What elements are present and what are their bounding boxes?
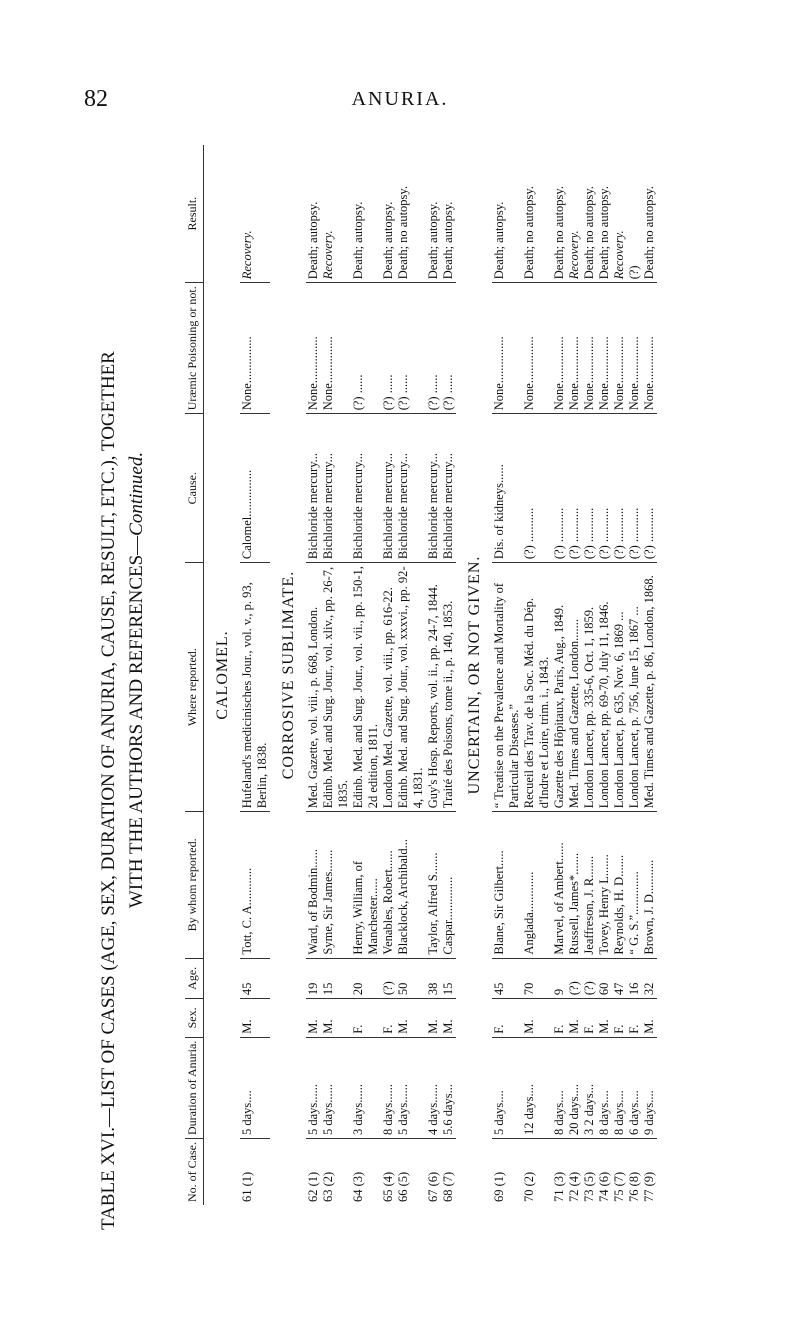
cell-who: Jeaffreson, J. R....... [582, 812, 597, 958]
header-who: By whom reported. [185, 812, 204, 958]
cell-cause: (?) ........... [642, 414, 657, 563]
cell-where: Gazette des Hôpitaux, Paris, Aug., 1849. [552, 563, 567, 812]
cell-sex: M. [597, 999, 612, 1038]
header-where: Where reported. [185, 563, 204, 812]
section-title: CALOMEL. [214, 630, 231, 720]
cell-no: 67 (6) [426, 1171, 440, 1202]
table-row [567, 145, 582, 1205]
table-row [522, 145, 552, 1205]
cell-dur: 5.6 days... [441, 1037, 456, 1138]
section-heading-row [270, 145, 306, 1205]
cell-cause: (?) ........... [612, 414, 627, 563]
continued-label: Continued. [126, 451, 147, 536]
cell-sex: F. [612, 999, 627, 1038]
table-row [627, 145, 642, 1205]
cell-dur: 8 days.... [597, 1037, 612, 1138]
header-row [185, 145, 204, 1205]
cell-who: Brown, J. D........... [642, 812, 657, 958]
cell-cause: Bichloride mercury... [351, 414, 381, 563]
cell-cause: Bichloride mercury... [396, 414, 426, 563]
cell-ur: None............... [627, 283, 642, 414]
cell-ur: None............... [492, 283, 522, 414]
cell-dur: 5 days...... [321, 1037, 351, 1138]
cell-no: 63 (2) [321, 1171, 335, 1202]
table-row [306, 145, 321, 1205]
cell-ur: (?) ...... [381, 283, 396, 414]
cell-no: 70 (2) [522, 1171, 536, 1202]
cell-cause: Calomel............... [240, 414, 270, 563]
cell-dur: 5 days.... [240, 1037, 270, 1138]
cell-ur: None............... [306, 283, 321, 414]
table-row [321, 145, 351, 1205]
rotated-table-stage [95, 130, 725, 1230]
cell-sex: M. [441, 999, 456, 1038]
cell-no: 75 (7) [612, 1171, 626, 1202]
cell-where: Traité des Poisons, tome ii., p. 140, 1853. [441, 563, 456, 812]
cell-cause: (?) ........... [567, 414, 582, 563]
cell-who: Syme, Sir James....... [321, 812, 351, 958]
cell-no: 68 (7) [441, 1171, 455, 1202]
table-row [426, 145, 441, 1205]
cell-cause: Bichloride mercury... [306, 414, 321, 563]
cell-ur: None............... [321, 283, 351, 414]
cell-who: Blacklock, Archibald... [396, 812, 426, 958]
cell-cause: Bichloride mercury... [381, 414, 396, 563]
header-cause: Cause. [185, 414, 204, 563]
table-row [612, 145, 627, 1205]
cell-sex: M. [426, 999, 441, 1038]
cell-where: Med. Times and Gazette, London....... [567, 563, 582, 812]
cell-age: 50 [396, 958, 426, 999]
cell-where: London Lancet, p. 635, Nov. 6, 1869 ... [612, 563, 627, 812]
cell-no: 72 (4) [567, 1171, 581, 1202]
table-row [396, 145, 426, 1205]
cell-where: Edinb. Med. and Surg. Jour., vol. xliv., pp. 26-7, 1835. [321, 563, 351, 812]
cell-age: 45 [240, 958, 270, 999]
cell-dur: 5 days...... [306, 1037, 321, 1138]
cell-cause: Bichloride mercury... [426, 414, 441, 563]
cell-where: London Med. Gazette, vol. viii., pp. 616-22. [381, 563, 396, 812]
header-sex: Sex. [185, 999, 204, 1038]
cell-cause: (?) ........... [522, 414, 552, 563]
cell-ur: None............... [642, 283, 657, 414]
cell-cause: Bichloride mercury... [321, 414, 351, 563]
cell-dur: 3 days...... [351, 1037, 381, 1138]
table-title [95, 130, 151, 1230]
cell-dur: 9 days.... [642, 1037, 657, 1138]
cell-ur: None............... [522, 283, 552, 414]
cell-who: Henry, William, of Manchester...... [351, 812, 381, 958]
cell-res: Recovery. [321, 145, 351, 283]
cell-sex: M. [396, 999, 426, 1038]
cell-no: 73 (5) [582, 1171, 596, 1202]
cell-ur: None............... [612, 283, 627, 414]
cell-age: (?) [381, 958, 396, 999]
cell-res: Recovery. [567, 145, 582, 283]
header-no: No. of Case. [185, 1139, 204, 1206]
running-head: ANURIA. [351, 88, 449, 110]
cell-sex: F. [381, 999, 396, 1038]
cell-who: Marvel, of Ambert...... [552, 812, 567, 958]
cell-who: Blane, Sir Gilbert..... [492, 812, 522, 958]
cell-sex: M. [522, 999, 552, 1038]
cell-res: Death; no autopsy. [597, 145, 612, 283]
cell-age: (?) [567, 958, 582, 999]
cell-res: Death; autopsy. [306, 145, 321, 283]
cell-age: 38 [426, 958, 441, 999]
table-row [582, 145, 597, 1205]
cell-who: Ward, of Bodmin...... [306, 812, 321, 958]
cell-no: 74 (6) [597, 1171, 611, 1202]
cell-age: 15 [441, 958, 456, 999]
table-row [441, 145, 456, 1205]
cell-where: Guy's Hosp. Reports, vol. ii., pp. 24-7, 1844. [426, 563, 441, 812]
cell-ur: None............... [552, 283, 567, 414]
header-duration: Duration of Anuria. [185, 1037, 204, 1138]
cell-sex: M. [567, 999, 582, 1038]
cell-ur: None............... [597, 283, 612, 414]
cell-cause: (?) ........... [597, 414, 612, 563]
cell-dur: 5 days...... [396, 1037, 426, 1138]
cell-no: 62 (1) [306, 1171, 320, 1202]
cell-res: Death; no autopsy. [642, 145, 657, 283]
cell-ur: (?) ...... [351, 283, 381, 414]
cell-ur: None............... [567, 283, 582, 414]
cell-dur: 8 days...... [381, 1037, 396, 1138]
cell-age: 60 [597, 958, 612, 999]
cell-res: Death; autopsy. [441, 145, 456, 283]
cell-no: 61 (1) [240, 1171, 254, 1202]
cell-age: 20 [351, 958, 381, 999]
cell-res: (?) [627, 145, 642, 283]
header-uraemic: Uræmic Poisoning or not. [185, 283, 204, 414]
cell-dur: 4 days...... [426, 1037, 441, 1138]
cell-res: Death; no autopsy. [552, 145, 567, 283]
cell-who: “ G. S.”.............. [627, 812, 642, 958]
cell-where: “ Treatise on the Prevalence and Mortality of Particular Diseases.” [492, 563, 522, 812]
cell-cause: Bichloride mercury... [441, 414, 456, 563]
cell-age: 32 [642, 958, 657, 999]
cell-no: 77 (9) [642, 1171, 656, 1202]
table-row [492, 145, 522, 1205]
table-row [240, 145, 270, 1205]
table-row [597, 145, 612, 1205]
cell-res: Death; autopsy. [351, 145, 381, 283]
cell-who: Tovey, Henry L....... [597, 812, 612, 958]
table-row [381, 145, 396, 1205]
cell-who: Caspar.............. [441, 812, 456, 958]
cell-ur: None............... [240, 283, 270, 414]
header-result: Result. [185, 145, 204, 283]
cell-sex: M. [321, 999, 351, 1038]
cell-who: Russell, James*....... [567, 812, 582, 958]
cell-dur: 20 days.... [567, 1037, 582, 1138]
section-heading-row [456, 145, 492, 1205]
cell-where: Med. Gazette, vol. viii., p. 668, London. [306, 563, 321, 812]
cell-cause: (?) ........... [627, 414, 642, 563]
cell-cause: (?) ........... [582, 414, 597, 563]
cell-ur: None............... [582, 283, 597, 414]
cell-dur: 6 days.... [627, 1037, 642, 1138]
cell-sex: M. [642, 999, 657, 1038]
cell-where: Med. Times and Gazette, p. 86, London, 1868. [642, 563, 657, 812]
cell-age: 70 [522, 958, 552, 999]
cell-no: 65 (4) [381, 1171, 395, 1202]
cell-ur: (?) ...... [396, 283, 426, 414]
cell-where: London Lancet, pp. 335-6, Oct. 1, 1859. [582, 563, 597, 812]
cell-dur: 5 days.... [492, 1037, 522, 1138]
section-title: CORROSIVE SUBLIMATE. [280, 570, 297, 780]
cell-res: Death; no autopsy. [396, 145, 426, 283]
cell-sex: F. [492, 999, 522, 1038]
cell-age: 45 [492, 958, 522, 999]
cell-who: Anglada............. [522, 812, 552, 958]
cell-res: Death; no autopsy. [522, 145, 552, 283]
cell-res: Death; autopsy. [381, 145, 396, 283]
cell-where: Hufeland's medicinisches Jour., vol. v., p. 93, Berlin, 1838. [240, 563, 270, 812]
cell-ur: (?) ...... [441, 283, 456, 414]
table-row [552, 145, 567, 1205]
cell-where: Edinb. Med. and Surg. Jour., vol. xxxvi., pp. 92-4, 1831. [396, 563, 426, 812]
cell-age: (?) [582, 958, 597, 999]
cell-dur: 3 2 days... [582, 1037, 597, 1138]
cell-res: Recovery. [240, 145, 270, 283]
cell-sex: F. [552, 999, 567, 1038]
cell-sex: M. [240, 999, 270, 1038]
cell-where: London Lancet, pp. 69-70, July 11, 1846. [597, 563, 612, 812]
cell-age: 16 [627, 958, 642, 999]
cell-res: Death; autopsy. [426, 145, 441, 283]
cell-res: Recovery. [612, 145, 627, 283]
cell-age: 15 [321, 958, 351, 999]
section-heading-row [204, 145, 241, 1205]
cell-cause: (?) ........... [552, 414, 567, 563]
cell-dur: 12 days.... [522, 1037, 552, 1138]
cell-age: 19 [306, 958, 321, 999]
cell-no: 69 (1) [492, 1171, 506, 1202]
cell-sex: F. [351, 999, 381, 1038]
cell-age: 9 [552, 958, 567, 999]
cell-no: 76 (8) [627, 1171, 641, 1202]
cell-where: Recueil des Trav. de la Soc. Méd. du Dép. d'Indre et Loire, trim. i., 1843. [522, 563, 552, 812]
cell-who: Reynolds, H. D....... [612, 812, 627, 958]
cell-no: 66 (5) [396, 1171, 410, 1202]
cell-res: Death; autopsy. [492, 145, 522, 283]
table-title-line-1: TABLE XVI.—LIST OF CASES (AGE, SEX, DURATION OF ANURIA, CAUSE, RESULT, ETC.), TOGETHER [98, 351, 119, 1230]
cell-dur: 8 days.... [552, 1037, 567, 1138]
cell-who: Tott, C. A............ [240, 812, 270, 958]
table-title-line-2: WITH THE AUTHORS AND REFERENCES— [126, 535, 147, 909]
cell-sex: M. [306, 999, 321, 1038]
cell-res: Death; no autopsy. [582, 145, 597, 283]
cell-cause: Dis. of kidneys...... [492, 414, 522, 563]
table-row [351, 145, 381, 1205]
cell-sex: F. [582, 999, 597, 1038]
cell-where: London Lancet, p. 756, June 15, 1867 ... [627, 563, 642, 812]
cell-dur: 8 days.... [612, 1037, 627, 1138]
cell-where: Edinb. Med. and Surg. Jour., vol. vii., pp. 150-1, 2d edition, 1811. [351, 563, 381, 812]
cell-no: 71 (3) [552, 1171, 566, 1202]
cell-no: 64 (3) [351, 1171, 365, 1202]
cases-table [185, 145, 657, 1205]
cell-who: Venables, Robert...... [381, 812, 396, 958]
cell-who: Taylor, Alfred S....... [426, 812, 441, 958]
section-title: UNCERTAIN, OR NOT GIVEN. [466, 555, 483, 795]
table-row [642, 145, 657, 1205]
page-number: 82 [84, 86, 108, 112]
cell-ur: (?) ...... [426, 283, 441, 414]
header-age: Age. [185, 958, 204, 999]
cell-sex: F. [627, 999, 642, 1038]
cell-age: 47 [612, 958, 627, 999]
table-body [204, 145, 658, 1205]
